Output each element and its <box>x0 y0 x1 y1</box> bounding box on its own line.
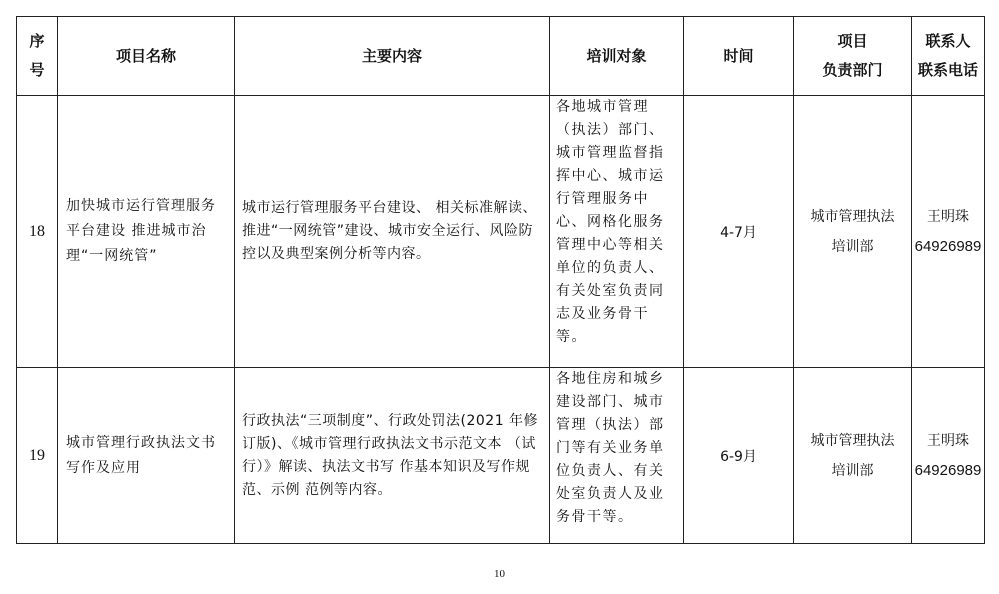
row-contact <box>912 96 985 368</box>
row-target: 各地城市管理 （执法）部门、 城市管理监督指 挥中心、城市运 行管理服务中 心、网格化服务 管理中心等相关 单位的负责人、 有关处室负责同 志及业务骨干 等。 <box>550 96 684 368</box>
contact-phone: 64926989 <box>914 237 982 255</box>
row-contact <box>912 368 985 544</box>
header-target: 培训对象 <box>550 17 684 96</box>
row-dept: 城市管理执法 培训部 <box>794 368 912 544</box>
row-seq: 18 <box>17 96 58 368</box>
header-time: 时间 <box>684 17 794 96</box>
row-dept: 城市管理执法 培训部 <box>794 96 912 368</box>
training-plan-table <box>16 16 985 544</box>
contact-name: 王明珠 <box>927 432 969 449</box>
header-dept: 项目 负责部门 <box>794 17 912 96</box>
contact-name: 王明珠 <box>927 208 969 225</box>
table-row <box>17 96 985 368</box>
contact-phone: 64926989 <box>914 461 982 479</box>
row-main-content: 行政执法“三项制度”、行政处罚法(2021 年修订版)、《城市管理行政执法文书示范文本 （试行）》解读、执法文书写 作基本知识及写作规范、示例 范例等内容。 <box>235 368 550 544</box>
row-project-name: 城市管理行政执法文书写作及应用 <box>58 368 235 544</box>
row-main-content: 城市运行管理服务平台建设、 相关标准解读、推进“一网统管”建设、城市安全运行、风险防控以及典型案例分析等内容。 <box>235 96 550 368</box>
header-content: 主要内容 <box>235 17 550 96</box>
table-row <box>17 368 985 544</box>
page-number: 10 <box>494 568 505 580</box>
header-name: 项目名称 <box>58 17 235 96</box>
table-header-row <box>17 17 985 96</box>
row-time: 6-9月 <box>684 368 794 544</box>
header-seq: 序 号 <box>17 17 58 96</box>
row-seq: 19 <box>17 368 58 544</box>
row-project-name: 加快城市运行管理服务平台建设 推进城市治理“一网统管” <box>58 96 235 368</box>
row-target: 各地住房和城乡 建设部门、城市 管理（执法）部 门等有关业务单 位负责人、有关 处室负责人及业 务骨干等。 <box>550 368 684 544</box>
row-time: 4-7月 <box>684 96 794 368</box>
header-contact: 联系人 联系电话 <box>912 17 985 96</box>
